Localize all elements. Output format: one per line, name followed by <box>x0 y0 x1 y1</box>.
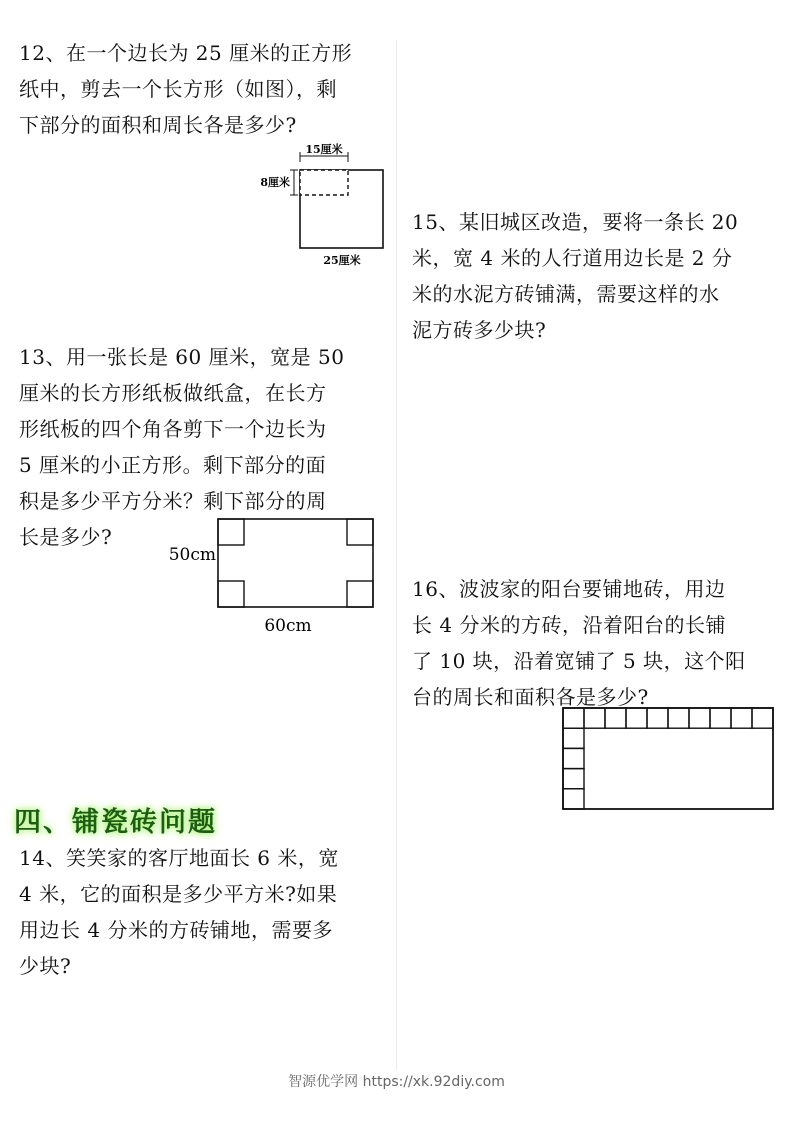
label-50cm: 50cm <box>168 545 216 565</box>
tile-width-5 <box>563 789 584 809</box>
tile-length-8 <box>710 708 731 728</box>
footer-watermark: 智源优学网 https://xk.92diy.com <box>288 1074 505 1090</box>
corner-square-tl <box>218 519 244 545</box>
question-15-line-2: 米，宽 4 米的人行道用边长是 2 分 <box>412 246 733 270</box>
tile-grid <box>563 708 773 809</box>
question-12-line-1: 12、在一个边长为 25 厘米的正方形 <box>19 41 353 65</box>
question-13-line-2: 厘米的长方形纸板做纸盒，在长方 <box>19 381 327 405</box>
question-15-text <box>412 204 738 348</box>
question-15-line-1: 15、某旧城区改造，要将一条长 20 <box>412 210 739 234</box>
question-12-line-2: 纸中，剪去一个长方形（如图），剩 <box>19 77 337 101</box>
corner-square-tr <box>347 519 373 545</box>
label-8cm: 8厘米 <box>260 176 290 189</box>
question-16-line-1: 16、波波家的阳台要铺地砖，用边 <box>412 577 726 601</box>
question-12-text <box>19 35 352 143</box>
tile-width-2 <box>563 728 584 748</box>
tile-width-4 <box>563 769 584 789</box>
question-13-line-4: 5 厘米的小正方形。剩下部分的面 <box>19 453 327 477</box>
question-16-text <box>412 571 746 715</box>
question-16-line-4: 台的周长和面积各是多少? <box>412 685 649 709</box>
question-16-line-3: 了 10 块，沿着宽铺了 5 块，这个阳 <box>412 649 746 673</box>
tile-length-9 <box>731 708 752 728</box>
tile-length-10 <box>752 708 773 728</box>
question-14-line-4: 少块? <box>19 954 72 978</box>
tile-length-6 <box>668 708 689 728</box>
question-15-line-4: 泥方砖多少块? <box>412 318 547 342</box>
corner-square-br <box>347 581 373 607</box>
question-13-line-3: 形纸板的四个角各剪下一个边长为 <box>19 417 327 441</box>
question-16-line-2: 长 4 分米的方砖，沿着阳台的长铺 <box>412 613 726 637</box>
section-heading: 四、铺瓷砖问题 <box>14 807 217 838</box>
tile-length-2 <box>584 708 605 728</box>
label-15cm: 15厘米 <box>305 143 343 156</box>
question-14-text <box>19 840 339 984</box>
question-14-line-2: 4 米，它的面积是多少平方米?如果 <box>19 882 338 906</box>
tile-length-7 <box>689 708 710 728</box>
column-divider <box>396 40 397 1070</box>
tile-width-3 <box>563 748 584 768</box>
cut-rectangle <box>300 170 348 195</box>
corner-square-bl <box>218 581 244 607</box>
label-60cm: 60cm <box>264 616 312 636</box>
question-16-figure <box>560 705 778 813</box>
question-14-line-3: 用边长 4 分米的方砖铺地，需要多 <box>19 918 333 942</box>
tile-length-5 <box>647 708 668 728</box>
question-12-line-3: 下部分的面积和周长各是多少? <box>19 113 297 137</box>
tile-length-3 <box>605 708 626 728</box>
tile-length-4 <box>626 708 647 728</box>
tile-length-1 <box>563 708 584 728</box>
cardboard-outline <box>218 519 373 607</box>
question-13-line-5: 积是多少平方分米？剩下部分的周 <box>19 489 327 513</box>
question-13-figure <box>160 510 385 640</box>
question-13-line-6: 长是多少? <box>19 525 113 549</box>
question-13-line-1: 13、用一张长是 60 厘米，宽是 50 <box>19 345 345 369</box>
question-12-figure <box>245 140 395 270</box>
question-14-line-1: 14、笑笑家的客厅地面长 6 米，宽 <box>19 846 339 870</box>
question-15-line-3: 米的水泥方砖铺满，需要这样的水 <box>412 282 720 306</box>
label-25cm: 25厘米 <box>323 254 361 267</box>
